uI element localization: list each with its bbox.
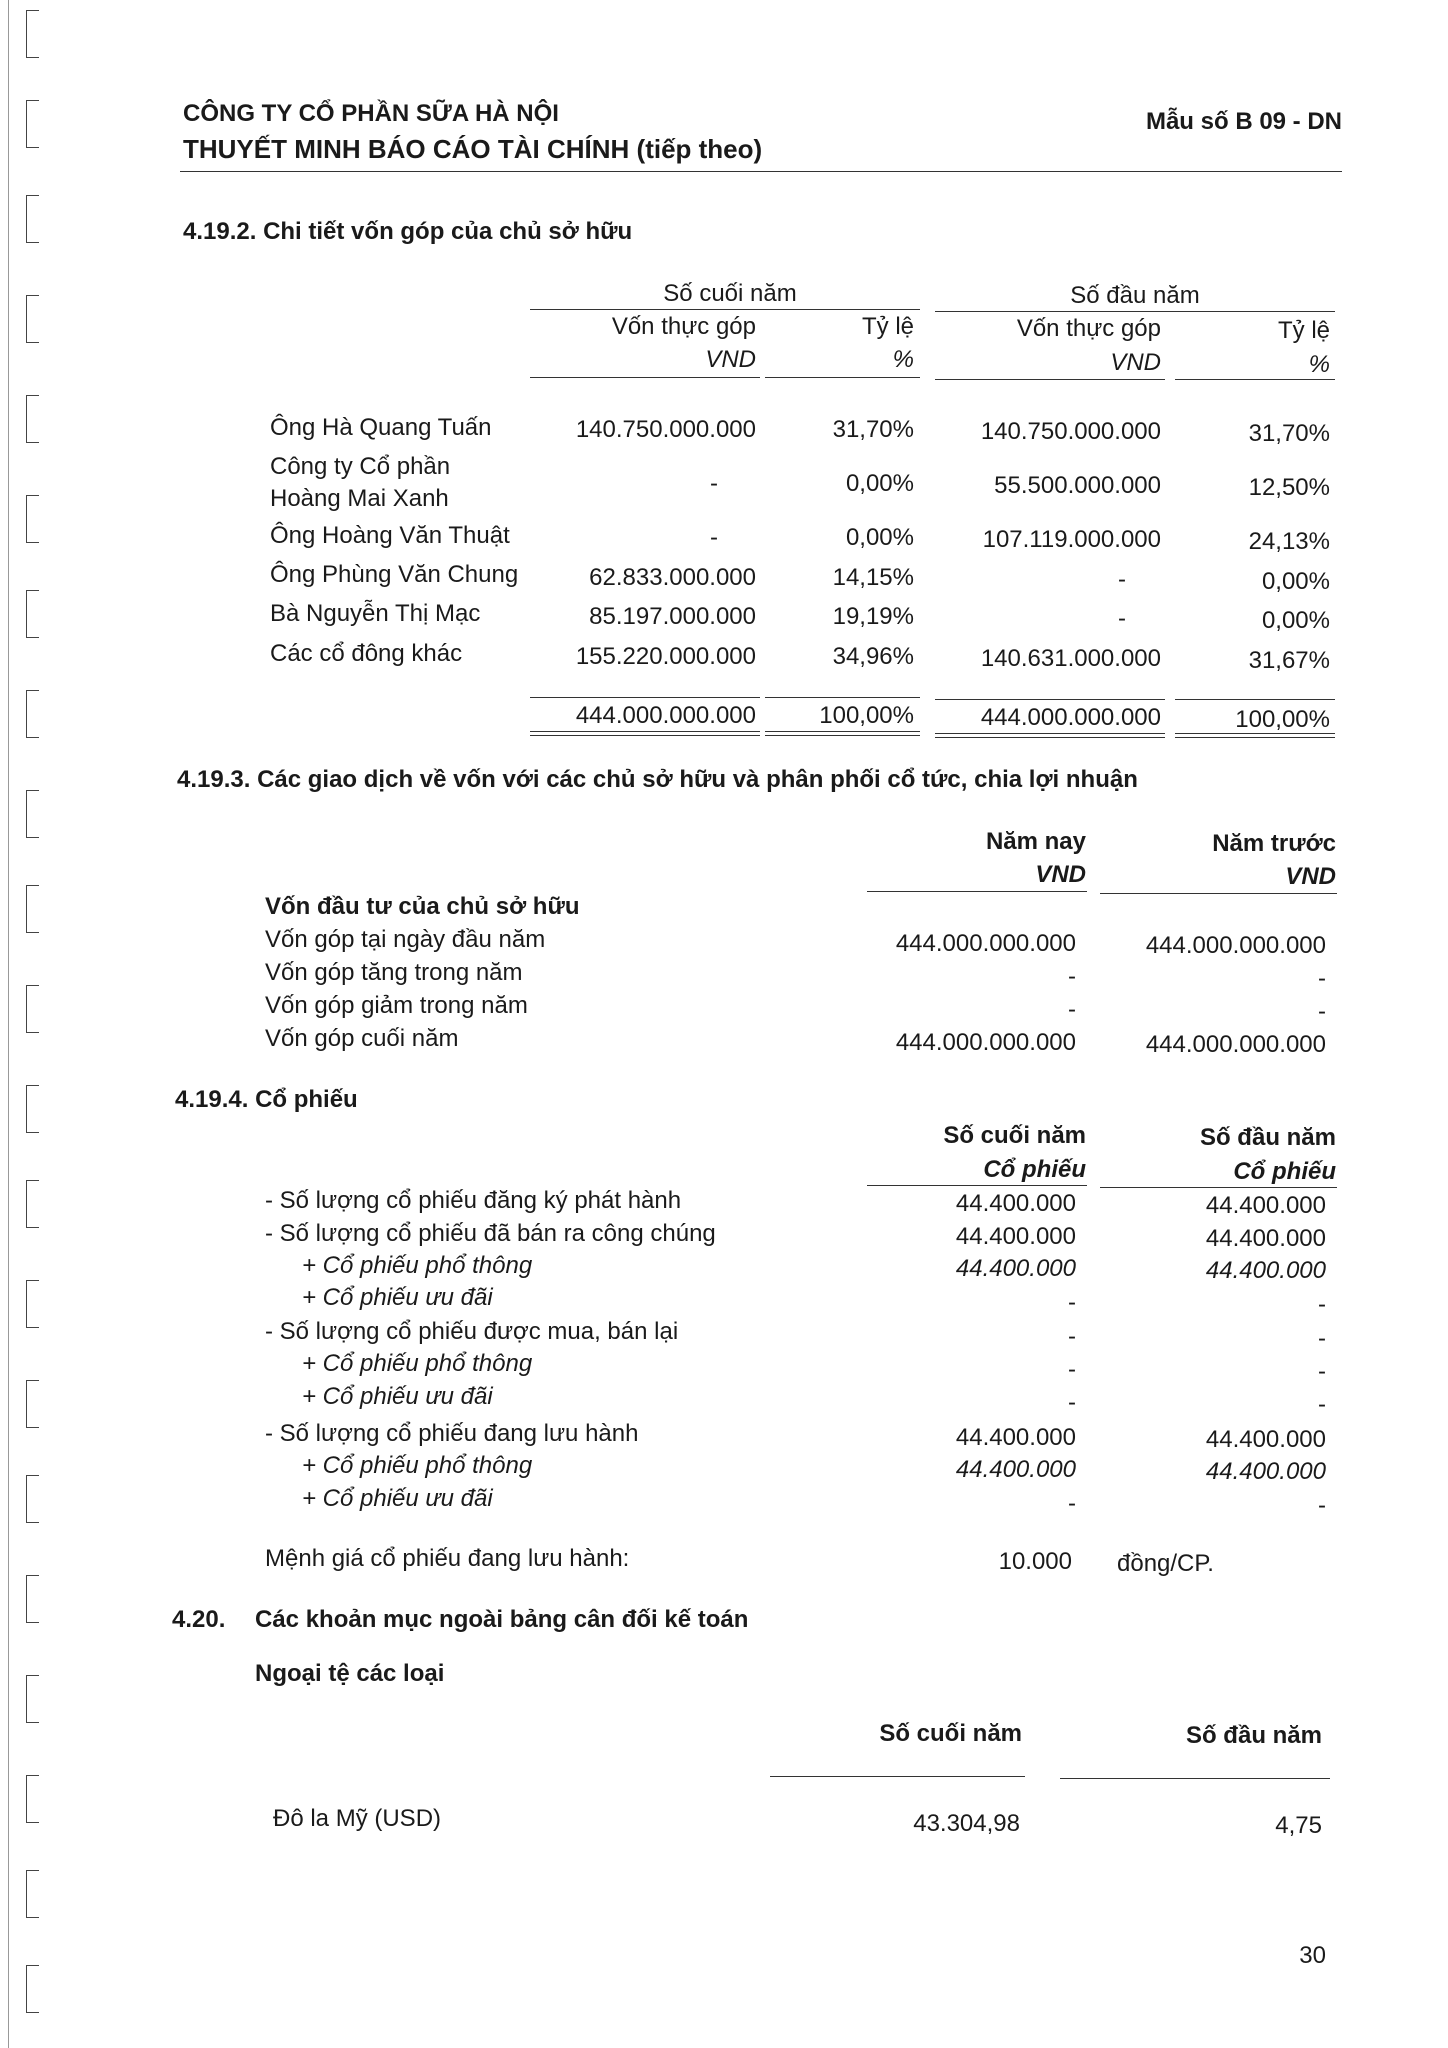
end-ratio: 19,19% — [832, 603, 914, 630]
start-value: 44.400.000 — [1205, 1458, 1326, 1485]
owner-name: Ông Hà Quang Tuấn — [270, 414, 492, 441]
owner-name: Bà Nguyễn Thị Mạc — [270, 600, 481, 627]
row-label: Vốn góp cuối năm — [265, 1025, 459, 1052]
group-label: Vốn đầu tư của chủ sở hữu — [265, 893, 580, 920]
binder-mark — [26, 1380, 39, 1428]
end-capital: 85.197.000.000 — [589, 603, 756, 630]
end-value: 44.400.000 — [955, 1190, 1076, 1217]
col-rule — [935, 379, 1165, 380]
end-ratio: 31,70% — [832, 416, 914, 443]
row-label: + Cổ phiếu phổ thông — [302, 1350, 533, 1377]
binder-mark — [26, 10, 39, 58]
binder-mark — [26, 790, 39, 838]
end-capital: 140.750.000.000 — [575, 416, 756, 443]
col-header-end-capital: Vốn thực góp — [611, 313, 756, 340]
last-year-value: - — [1318, 998, 1326, 1025]
col-header-start-capital: Vốn thực góp — [1016, 315, 1161, 342]
section-420-title: Các khoản mục ngoài bảng cân đối kế toán — [255, 1606, 749, 1633]
start-value: - — [1318, 1291, 1326, 1318]
total-double-rule — [1175, 733, 1335, 738]
end-capital: - — [710, 524, 718, 551]
owner-name: Công ty Cổ phần — [270, 453, 451, 480]
total-rule — [530, 697, 760, 698]
row-label: Vốn góp tăng trong năm — [265, 959, 523, 986]
this-year-value: - — [1068, 963, 1076, 990]
col-header-end: Số cuối năm — [879, 1720, 1022, 1747]
start-capital: - — [1118, 566, 1126, 593]
start-value: - — [1318, 1492, 1326, 1519]
total-end-capital: 444.000.000.000 — [575, 702, 756, 729]
owner-name-line2: Hoàng Mai Xanh — [270, 485, 449, 512]
col-unit-start-capital: VND — [1110, 349, 1161, 376]
row-label: Vốn góp tại ngày đầu năm — [265, 926, 546, 953]
total-start-ratio: 100,00% — [1235, 706, 1330, 733]
section-420-subtitle: Ngoại tệ các loại — [255, 1660, 445, 1687]
start-ratio: 0,00% — [1261, 568, 1330, 595]
binder-mark — [26, 885, 39, 933]
total-end-ratio: 100,00% — [819, 702, 914, 729]
end-value: - — [1068, 1356, 1076, 1383]
section-4192-title: 4.19.2. Chi tiết vốn góp của chủ sở hữu — [183, 218, 633, 245]
end-value: 44.400.000 — [955, 1255, 1076, 1282]
total-double-rule — [765, 731, 920, 736]
col-header-start: Số đầu năm — [1185, 1722, 1322, 1749]
end-ratio: 34,96% — [832, 643, 914, 670]
col-header-start: Số đầu năm — [1199, 1124, 1336, 1151]
col-rule — [867, 1185, 1087, 1186]
binder-mark — [26, 1870, 39, 1918]
col-rule — [1100, 1187, 1337, 1188]
end-value: 44.400.000 — [955, 1456, 1076, 1483]
start-capital: 55.500.000.000 — [994, 472, 1161, 499]
total-start-capital: 444.000.000.000 — [980, 704, 1161, 731]
par-value: 10.000 — [998, 1548, 1072, 1575]
col-header-end-ratio: Tỷ lệ — [861, 313, 914, 340]
col-rule — [1060, 1778, 1330, 1779]
col-rule — [770, 1776, 1025, 1777]
start-capital: 140.631.000.000 — [980, 645, 1161, 672]
binder-mark — [26, 590, 39, 638]
row-label: + Cổ phiếu ưu đãi — [302, 1284, 493, 1311]
form-number: Mẫu số B 09 - DN — [1145, 108, 1342, 135]
col-unit-last-year: VND — [1285, 863, 1336, 890]
binder-mark — [26, 1475, 39, 1523]
start-capital: 107.119.000.000 — [982, 526, 1161, 553]
col-rule — [867, 891, 1087, 892]
section-4193-title: 4.19.3. Các giao dịch về vốn với các chủ sở hữu và phân phối cổ tức, chia lợi nhuận — [177, 766, 1138, 793]
end-ratio: 14,15% — [832, 564, 914, 591]
binder-mark — [26, 195, 39, 243]
end-value: 43.304,98 — [913, 1810, 1020, 1837]
total-double-rule — [935, 733, 1165, 738]
col-unit-this-year: VND — [1035, 861, 1086, 888]
start-value: 44.400.000 — [1205, 1192, 1326, 1219]
this-year-value: 444.000.000.000 — [895, 1029, 1076, 1056]
start-capital: - — [1118, 605, 1126, 632]
binder-mark — [26, 1085, 39, 1133]
last-year-value: 444.000.000.000 — [1145, 932, 1326, 959]
start-value: - — [1318, 1358, 1326, 1385]
total-double-rule — [530, 731, 760, 736]
start-ratio: 12,50% — [1248, 474, 1330, 501]
end-value: 44.400.000 — [955, 1223, 1076, 1250]
start-value: 44.400.000 — [1205, 1225, 1326, 1252]
binder-mark — [26, 1775, 39, 1823]
col-rule — [1100, 893, 1337, 894]
row-label: Vốn góp giảm trong năm — [265, 992, 528, 1019]
binder-mark — [26, 985, 39, 1033]
start-ratio: 31,67% — [1248, 647, 1330, 674]
row-label: + Cổ phiếu ưu đãi — [302, 1485, 493, 1512]
col-header-this-year: Năm nay — [985, 828, 1086, 855]
document-title: THUYẾT MINH BÁO CÁO TÀI CHÍNH (tiếp theo) — [183, 134, 763, 164]
section-4194-title: 4.19.4. Cổ phiếu — [175, 1086, 358, 1113]
binder-mark — [26, 1965, 39, 2013]
binder-mark — [26, 295, 39, 343]
row-label: + Cổ phiếu ưu đãi — [302, 1383, 493, 1410]
par-value-label: Mệnh giá cổ phiếu đang lưu hành: — [265, 1545, 630, 1572]
par-value-unit: đồng/CP. — [1117, 1550, 1214, 1577]
col-unit-end-ratio: % — [892, 346, 914, 373]
col-rule — [1175, 379, 1335, 380]
binder-mark — [26, 1675, 39, 1723]
end-value: - — [1068, 1323, 1076, 1350]
header-rule — [180, 171, 1342, 172]
owner-name: Ông Phùng Văn Chung — [270, 561, 519, 588]
this-year-value: 444.000.000.000 — [895, 930, 1076, 957]
binder-mark — [26, 1575, 39, 1623]
col-unit-end-capital: VND — [705, 346, 756, 373]
last-year-value: 444.000.000.000 — [1145, 1031, 1326, 1058]
page-number: 30 — [1299, 1942, 1326, 1969]
binder-mark — [26, 1280, 39, 1328]
row-label: - Số lượng cổ phiếu đăng ký phát hành — [265, 1187, 682, 1214]
binder-mark — [26, 495, 39, 543]
start-ratio: 0,00% — [1261, 607, 1330, 634]
section-420-number: 4.20. — [172, 1606, 226, 1633]
group-rule-end — [530, 309, 920, 310]
row-label: - Số lượng cổ phiếu đã bán ra công chúng — [265, 1220, 716, 1247]
start-value: 44.400.000 — [1205, 1257, 1326, 1284]
col-header-end: Số cuối năm — [943, 1122, 1086, 1149]
total-rule — [1175, 699, 1335, 700]
this-year-value: - — [1068, 996, 1076, 1023]
start-capital: 140.750.000.000 — [980, 418, 1161, 445]
owner-name: Ông Hoàng Văn Thuật — [270, 522, 510, 549]
currency-label: Đô la Mỹ (USD) — [273, 1805, 442, 1832]
col-unit-start-ratio: % — [1308, 351, 1330, 378]
col-header-start-ratio: Tỷ lệ — [1277, 317, 1330, 344]
end-value: 44.400.000 — [955, 1424, 1076, 1451]
start-value: - — [1318, 1391, 1326, 1418]
start-value: 4,75 — [1275, 1812, 1322, 1839]
start-ratio: 24,13% — [1248, 528, 1330, 555]
binder-mark — [26, 690, 39, 738]
row-label: - Số lượng cổ phiếu đang lưu hành — [265, 1420, 639, 1447]
end-capital: 155.220.000.000 — [575, 643, 756, 670]
group-header-start: Số đầu năm — [1070, 282, 1200, 309]
last-year-value: - — [1318, 965, 1326, 992]
company-name: CÔNG TY CỔ PHẦN SỮA HÀ NỘI — [183, 100, 559, 127]
binder-mark — [26, 395, 39, 443]
start-value: 44.400.000 — [1205, 1426, 1326, 1453]
end-ratio: 0,00% — [845, 524, 914, 551]
start-ratio: 31,70% — [1248, 420, 1330, 447]
group-header-end: Số cuối năm — [663, 280, 797, 307]
end-capital: - — [710, 470, 718, 497]
col-unit-end: Cổ phiếu — [983, 1156, 1086, 1183]
col-rule — [530, 377, 760, 378]
row-label: + Cổ phiếu phổ thông — [302, 1452, 533, 1479]
row-label: + Cổ phiếu phổ thông — [302, 1252, 533, 1279]
start-value: - — [1318, 1325, 1326, 1352]
col-header-last-year: Năm trước — [1212, 830, 1336, 857]
col-unit-start: Cổ phiếu — [1233, 1158, 1336, 1185]
row-label: - Số lượng cổ phiếu được mua, bán lại — [265, 1318, 679, 1345]
binder-edge-line — [8, 0, 9, 2048]
end-value: - — [1068, 1389, 1076, 1416]
end-ratio: 0,00% — [845, 470, 914, 497]
end-capital: 62.833.000.000 — [589, 564, 756, 591]
binder-mark — [26, 1180, 39, 1228]
end-value: - — [1068, 1490, 1076, 1517]
binder-mark — [26, 100, 39, 148]
owner-name: Các cổ đông khác — [270, 640, 463, 667]
total-rule — [765, 697, 920, 698]
col-rule — [765, 377, 920, 378]
total-rule — [935, 699, 1165, 700]
end-value: - — [1068, 1289, 1076, 1316]
group-rule-start — [935, 311, 1335, 312]
